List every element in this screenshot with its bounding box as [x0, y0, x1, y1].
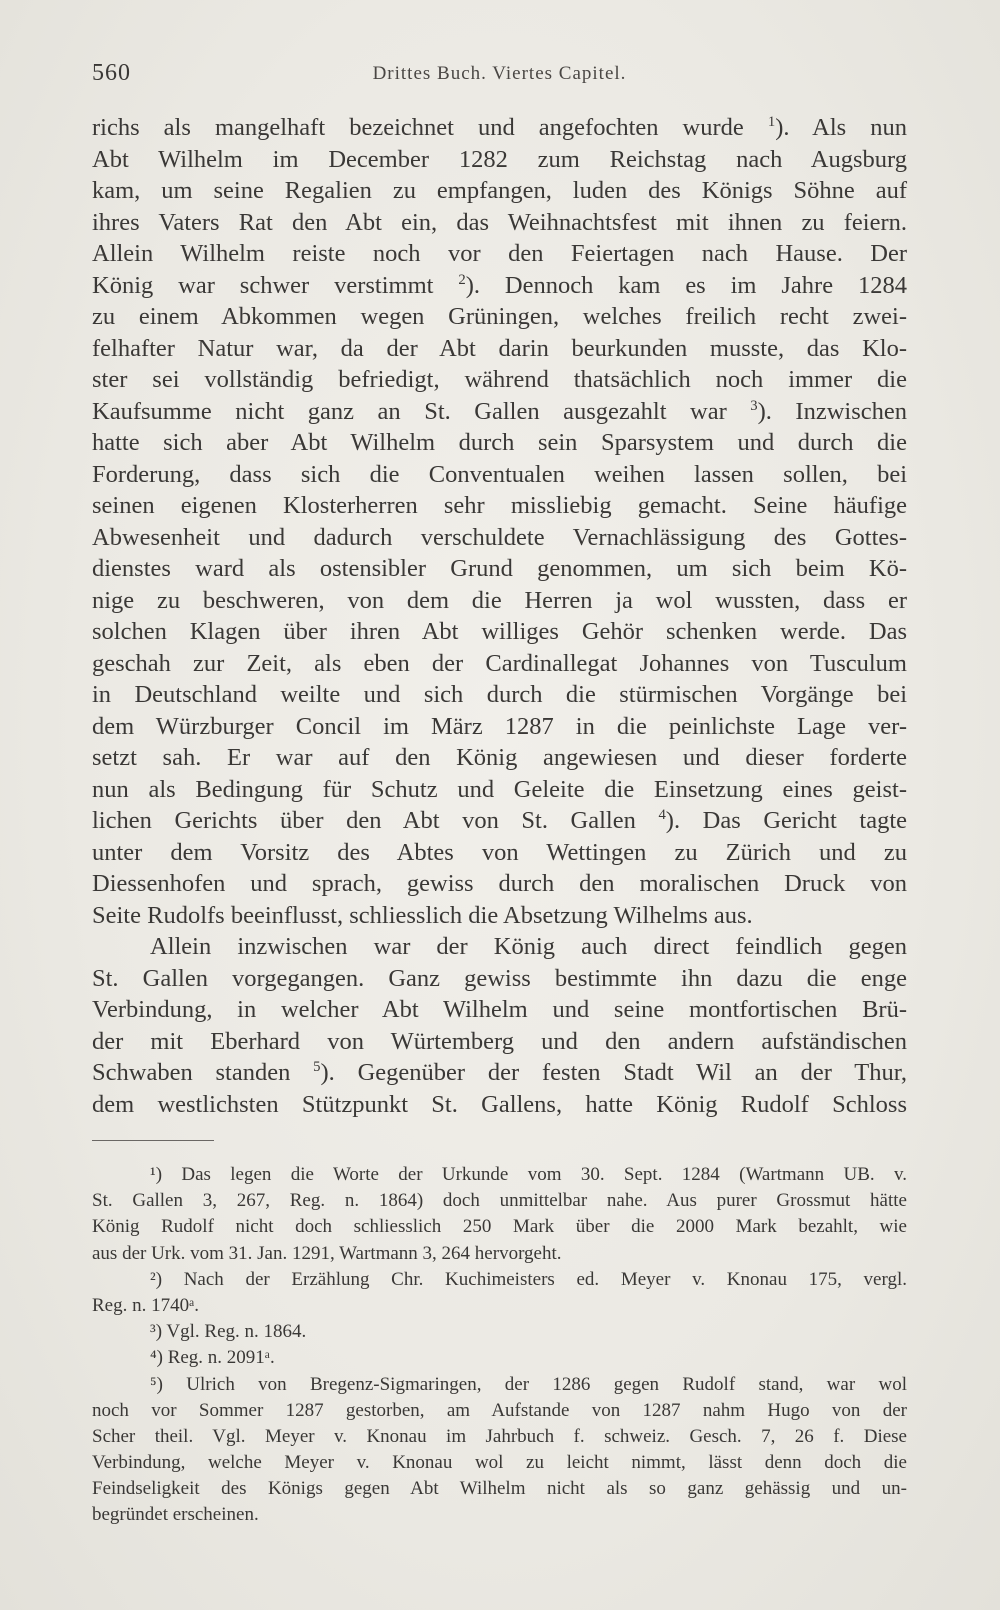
- text-line: [92, 427, 907, 459]
- footnote-line: aus der Urk. vom 31. Jan. 1291, Wartmann 3, 264 hervorgeht.: [92, 1242, 562, 1264]
- text-line: [92, 774, 907, 806]
- text-line-content: Kaufsumme nicht ganz an St. Gallen ausgezahlt war: [92, 397, 751, 425]
- text-line-content: ster sei vollständig befriedigt, während thatsächlich noch immer die: [92, 366, 907, 393]
- text-line: [92, 553, 907, 585]
- text-line-content: ihres Vaters Rat den Abt ein, das Weihnachtsfest mit ihnen zu feiern.: [92, 208, 907, 236]
- text-line-content: setzt sah. Er war auf den König angewiesen und dieser forderte: [92, 744, 907, 771]
- text-line: [92, 270, 907, 302]
- text-line-continuation: ). Als nun: [775, 114, 908, 141]
- footnote-line: König Rudolf nicht doch schliesslich 250 Mark über die 2000 Mark bezahlt, wie: [92, 1216, 907, 1238]
- text-line: [92, 994, 907, 1026]
- footnote-line: ³) Vgl. Reg. n. 1864.: [150, 1321, 307, 1343]
- text-line: [92, 112, 907, 144]
- footnote-marker: 5: [313, 1059, 321, 1076]
- text-line: [92, 868, 907, 900]
- text-line-content: St. Gallen vorgegangen. Ganz gewiss bestimmte ihn dazu die enge: [92, 964, 907, 992]
- text-line-content: dem westlichsten Stützpunkt St. Gallens, hatte König Rudolf Schloss: [92, 1090, 907, 1118]
- text-line-content: felhafter Natur war, da der Abt darin beurkunden musste, das Klo-: [92, 334, 907, 362]
- footnote-line: Reg. n. 1740ᵃ.: [92, 1294, 200, 1316]
- text-line: [92, 679, 907, 711]
- text-line: [92, 1057, 907, 1089]
- page-number: 560: [92, 60, 131, 86]
- footnote-line: St. Gallen 3, 267, Reg. n. 1864) doch unmittelbar nahe. Aus purer Grossmut hätte: [92, 1190, 907, 1212]
- text-line: [92, 931, 907, 963]
- text-line-continuation: ). Inzwischen: [757, 397, 907, 425]
- text-line: [92, 900, 907, 932]
- text-line: [92, 648, 907, 680]
- text-line-content: Diessenhofen und sprach, gewiss durch den moralischen Druck von: [92, 870, 907, 897]
- text-line-content: Seite Rudolfs beeinflusst, schliesslich die Absetzung Wilhelms aus.: [92, 901, 753, 929]
- text-line: [92, 711, 907, 743]
- text-line: [92, 238, 907, 270]
- text-line-content: lichen Gerichts über den Abt von St. Gallen: [92, 807, 659, 834]
- text-line: [92, 742, 907, 774]
- footnote-separator: [92, 1140, 214, 1141]
- text-line-content: Allein inzwischen war der König auch direct feindlich gegen: [150, 933, 907, 960]
- text-line-continuation: ). Dennoch kam es im Jahre 1284: [465, 271, 907, 299]
- text-line-content: richs als mangelhaft bezeichnet und angefochten wurde: [92, 114, 768, 141]
- text-line: [92, 616, 907, 648]
- text-line: [92, 207, 907, 239]
- text-line-content: seinen eigenen Klosterherren sehr missliebig gemacht. Seine häufige: [92, 492, 907, 519]
- text-line-content: Verbindung, in welcher Abt Wilhelm und seine montfortischen Brü-: [92, 996, 907, 1023]
- footnote-line: Scher theil. Vgl. Meyer v. Knonau im Jahrbuch f. schweiz. Gesch. 7, 26 f. Diese: [92, 1425, 907, 1447]
- text-line-content: dienstes ward als ostensibler Grund genommen, um sich beim Kö-: [92, 555, 907, 582]
- text-line: [92, 459, 907, 491]
- text-line: [92, 333, 907, 365]
- footnote-marker: 3: [750, 397, 758, 414]
- running-title: Drittes Buch. Viertes Capitel.: [372, 63, 627, 84]
- page-header: [92, 60, 907, 90]
- text-line-content: solchen Klagen über ihren Abt williges Gehör schenken werde. Das: [92, 618, 907, 645]
- text-line-content: Allein Wilhelm reiste noch vor den Feiertagen nach Hause. Der: [92, 240, 907, 267]
- text-line: [92, 585, 907, 617]
- footnote-line: ²) Nach der Erzählung Chr. Kuchimeisters ed. Meyer v. Knonau 175, vergl.: [150, 1268, 907, 1290]
- text-line-content: in Deutschland weilte und sich durch die stürmischen Vorgänge bei: [92, 681, 907, 708]
- main-text: [92, 112, 907, 1120]
- text-line: [92, 490, 907, 522]
- text-line-content: kam, um seine Regalien zu empfangen, luden des Königs Söhne auf: [92, 177, 907, 204]
- text-line: [92, 805, 907, 837]
- footnote-line: ⁴) Reg. n. 2091ᵃ.: [150, 1347, 275, 1369]
- text-line-continuation: ). Das Gericht tagte: [665, 807, 908, 834]
- text-line-content: Forderung, dass sich die Conventualen weihen lassen sollen, bei: [92, 460, 907, 488]
- footnote-marker: 1: [767, 114, 776, 131]
- footnote-marker: 2: [458, 271, 466, 288]
- text-line: [92, 963, 907, 995]
- text-line: [92, 1026, 907, 1058]
- footnote-line: ⁵) Ulrich von Bregenz-Sigmaringen, der 1286 gegen Rudolf stand, war wol: [150, 1373, 907, 1395]
- text-line-content: Abwesenheit und dadurch verschuldete Vernachlässigung des Gottes-: [92, 523, 907, 551]
- text-line-content: der mit Eberhard von Würtemberg und den andern aufständischen: [92, 1027, 907, 1055]
- text-line-content: unter dem Vorsitz des Abtes von Wettingen zu Zürich und zu: [92, 838, 907, 866]
- text-line: [92, 175, 907, 207]
- text-line-content: hatte sich aber Abt Wilhelm durch sein Sparsystem und durch die: [92, 429, 907, 456]
- text-line-content: geschah zur Zeit, als eben der Cardinallegat Johannes von Tusculum: [92, 649, 907, 677]
- footnote-line: noch vor Sommer 1287 gestorben, am Aufstande von 1287 nahm Hugo von der: [92, 1399, 907, 1421]
- text-line: [92, 301, 907, 333]
- text-line-continuation: ). Gegenüber der festen Stadt Wil an der Thur,: [320, 1059, 907, 1086]
- footnote-marker: 4: [658, 807, 666, 824]
- text-line-content: nige zu beschweren, von dem die Herren ja wol wussten, dass er: [92, 586, 907, 614]
- text-line: [92, 364, 907, 396]
- text-line: [92, 837, 907, 869]
- text-line-content: dem Würzburger Concil im März 1287 in die peinlichste Lage ver-: [92, 712, 907, 740]
- text-line-content: Schwaben standen: [92, 1059, 314, 1086]
- footnote-line: ¹) Das legen die Worte der Urkunde vom 30. Sept. 1284 (Wartmann UB. v.: [150, 1164, 907, 1185]
- text-line: [92, 396, 907, 428]
- text-line: [92, 144, 907, 176]
- text-line: [92, 522, 907, 554]
- text-line-content: König war schwer verstimmt: [92, 271, 459, 299]
- text-line-content: nun als Bedingung für Schutz und Geleite die Einsetzung eines geist-: [92, 775, 907, 803]
- footnote-line: begründet erscheinen.: [92, 1504, 259, 1526]
- footnote-line: Feindseligkeit des Königs gegen Abt Wilhelm nicht als so ganz gehässig und un-: [92, 1478, 907, 1500]
- footnotes: [92, 1162, 907, 1529]
- footnote-line: Verbindung, welche Meyer v. Knonau wol zu leicht nimmt, lässt denn doch die: [92, 1452, 907, 1474]
- text-line: [92, 1089, 907, 1121]
- text-line-content: zu einem Abkommen wegen Grüningen, welches freilich recht zwei-: [92, 303, 907, 330]
- text-line-content: Abt Wilhelm im December 1282 zum Reichstag nach Augsburg: [92, 145, 907, 173]
